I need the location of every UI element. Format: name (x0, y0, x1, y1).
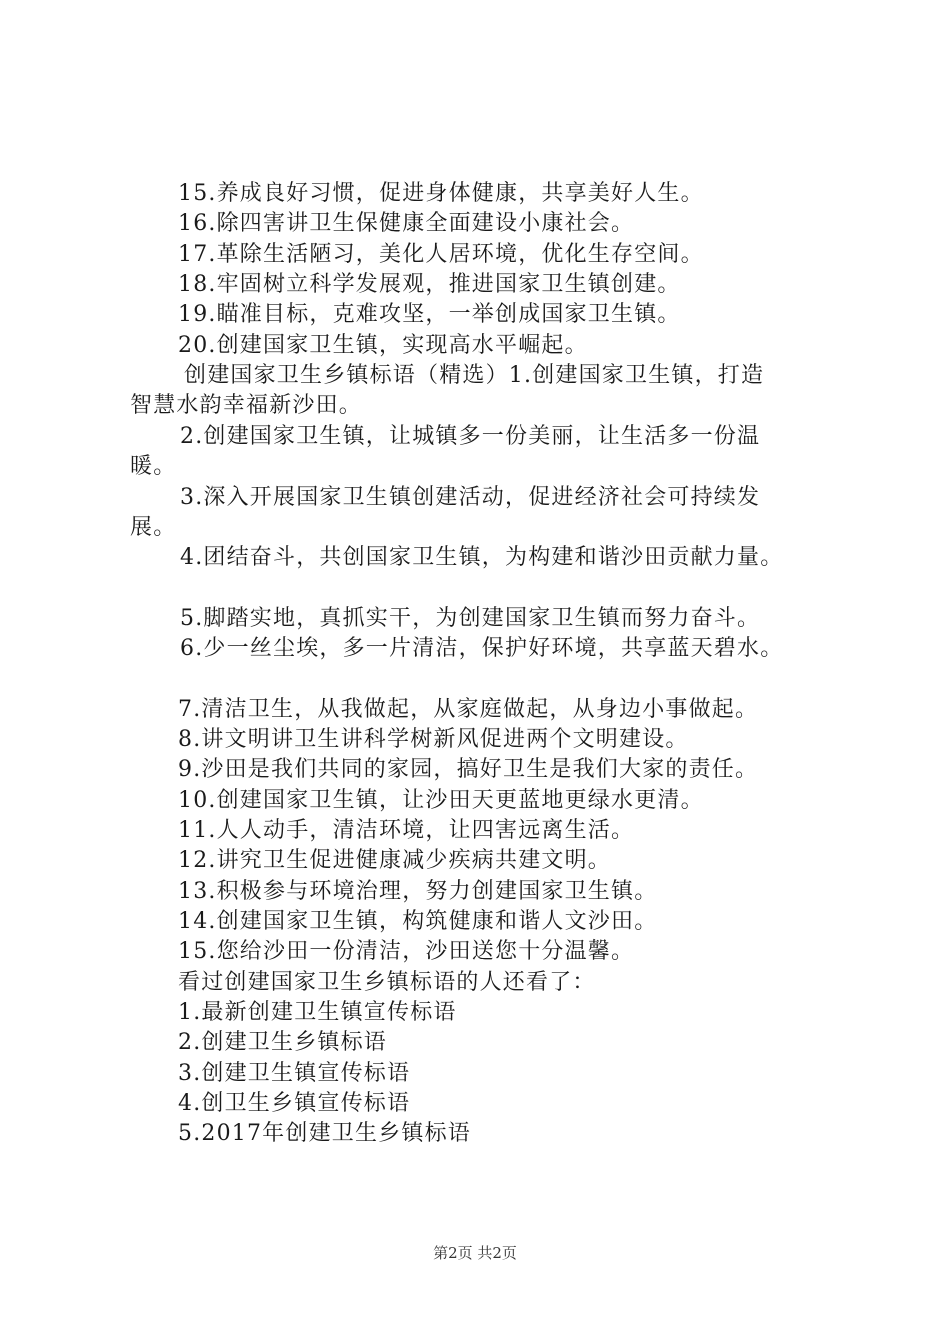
text-line: 18.牢固树立科学发展观，推进国家卫生镇创建。 (178, 272, 681, 297)
text-line: 暖。 (130, 454, 177, 479)
text-line: 创建国家卫生乡镇标语（精选）1.创建国家卫生镇，打造 (184, 363, 765, 388)
text-line: 智慧水韵幸福新沙田。 (130, 393, 363, 418)
text-line: 9.沙田是我们共同的家园，搞好卫生是我们大家的责任。 (178, 757, 759, 782)
text-line: 6.少一丝尘埃，多一片清洁，保护好环境，共享蓝天碧水。 (180, 636, 784, 661)
text-line: 10.创建国家卫生镇，让沙田天更蓝地更绿水更清。 (178, 788, 704, 813)
text-line: 17.革除生活陋习，美化人居环境，优化生存空间。 (178, 242, 704, 267)
text-line: 2.创建卫生乡镇标语 (178, 1030, 387, 1055)
text-line: 20.创建国家卫生镇，实现高水平崛起。 (178, 333, 588, 358)
text-line: 13.积极参与环境治理，努力创建国家卫生镇。 (178, 879, 658, 904)
text-line: 5.2017年创建卫生乡镇标语 (178, 1121, 471, 1146)
text-line: 12.讲究卫生促进健康减少疾病共建文明。 (178, 848, 611, 873)
text-line: 19.瞄准目标，克难攻坚，一举创成国家卫生镇。 (178, 302, 681, 327)
text-line: 2.创建国家卫生镇，让城镇多一份美丽，让生活多一份温 (180, 424, 761, 449)
text-line: 14.创建国家卫生镇，构筑健康和谐人文沙田。 (178, 909, 658, 934)
text-line: 4.团结奋斗，共创国家卫生镇，为构建和谐沙田贡献力量。 (180, 545, 784, 570)
text-line: 15.养成良好习惯，促进身体健康，共享美好人生。 (178, 181, 704, 206)
text-line: 1.最新创建卫生镇宣传标语 (178, 1000, 457, 1025)
text-line: 7.清洁卫生，从我做起，从家庭做起，从身边小事做起。 (178, 697, 759, 722)
text-line: 4.创卫生乡镇宣传标语 (178, 1091, 411, 1116)
text-line: 16.除四害讲卫生保健康全面建设小康社会。 (178, 211, 635, 236)
text-line: 3.创建卫生镇宣传标语 (178, 1061, 411, 1086)
text-line: 看过创建国家卫生乡镇标语的人还看了： (178, 970, 596, 995)
text-line: 展。 (130, 515, 177, 540)
text-line: 11.人人动手，清洁环境，让四害远离生活。 (178, 818, 635, 843)
page-number-footer: 第2页 共2页 (433, 1244, 517, 1262)
text-line: 15.您给沙田一份清洁，沙田送您十分温馨。 (178, 939, 635, 964)
text-line: 8.讲文明讲卫生讲科学树新风促进两个文明建设。 (178, 727, 689, 752)
text-line: 5.脚踏实地，真抓实干，为创建国家卫生镇而努力奋斗。 (180, 606, 761, 631)
text-line: 3.深入开展国家卫生镇创建活动，促进经济社会可持续发 (180, 485, 761, 510)
